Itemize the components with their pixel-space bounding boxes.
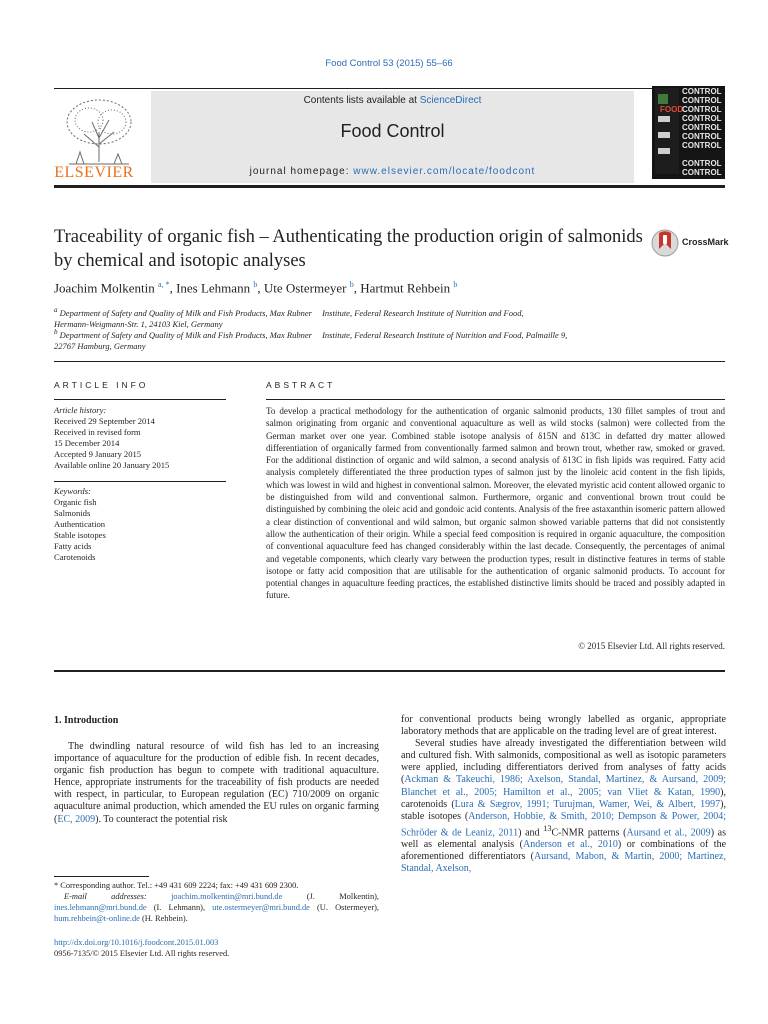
header-rule [54,88,725,89]
citation-link[interactable]: Ackman & Takeuchi, 1986; Axelson, Standal, Martinez, & Aursand, 2009; Blanchet et al., 2005; Hamilton et al., 2005; van Vliet & Katan, 1990 [401,774,726,798]
paragraph-text: ), carotenoids ( [401,786,726,810]
abstract-rule [266,399,725,400]
body-paragraph [54,741,379,826]
cover-block [658,116,670,122]
sciencedirect-link[interactable]: ScienceDirect [419,95,482,106]
keywords-rule [54,481,226,482]
paragraph-text: The dwindling natural resource of wild fish has led to an increasing importance of aquaculture for the production of edible fish. In recent decades, organic fish production has begun to compete with traditional aquaculture. Hence, appropriate instruments for the traceability of fish products are needed with respect, in particular, to European regulation (EC) 710/2009 on organic aquaculture animal production, which amended the EU rules on organic farming ( [54,741,379,825]
crossmark-icon[interactable] [651,229,679,257]
affiliation-b [54,327,734,352]
author-affiliation-mark[interactable]: b [253,280,258,289]
keyword: Salmonids [54,508,91,518]
cover-word: CONTROL [682,96,722,105]
cover-word: CONTROL [682,141,722,150]
author-separator: , [169,280,177,296]
journal-homepage-line [151,166,634,177]
superscript: 13 [543,823,552,833]
keyword: Authentication [54,519,106,529]
issn-copyright: 0956-7135/© 2015 Elsevier Ltd. All rights reserved. [54,949,230,958]
body-paragraph [401,738,726,875]
paragraph-text: Several studies have already investigated the differentiation between wild and cultured fish. With salmonids, compositional as well as isotopic parameters were applied, including differentiators derived from analyses of fatty acids ( [401,738,726,786]
section-divider [54,361,725,362]
email-link[interactable]: ute.ostermeyer@mri.bund.de [212,903,310,912]
history-label: Article history: [54,405,107,415]
introduction-heading: 1. Introduction [54,715,119,726]
history-item: Received 29 September 2014 [54,416,155,426]
header-rule-thick [54,185,725,188]
article-title: Traceability of organic fish – Authenticating the production origin of salmonids by chemical and isotopic analyses [54,227,643,271]
cover-word: CONTROL [682,132,722,141]
cover-word: CONTROL [682,168,722,177]
history-item: Available online 20 January 2015 [54,460,170,470]
cover-word: CONTROL [682,87,722,96]
author-separator: , [257,280,264,296]
paragraph-text: ). To counteract the potential risk [95,813,228,825]
corresponding-author-note: * Corresponding author. Tel.: +49 431 609 2224; fax: +49 431 609 2300. [54,881,299,890]
keyword: Organic fish [54,497,97,507]
footnote-rule [54,876,149,877]
affiliation-text: Department of Safety and Quality of Milk and Fish Products, Max Rubner [59,329,312,340]
journal-cover-thumbnail[interactable] [652,86,725,179]
keyword: Carotenoids [54,552,96,562]
body-column-right [401,714,726,876]
email-owner: (U. Ostermeyer), [317,903,380,912]
author-list [54,280,457,296]
cover-accent [658,94,668,104]
citation-link[interactable]: Anderson, Hobbie, & Smith, 2010; Dempson & Power, 2004; Schröder & de Leaniz, 2011 [401,810,726,839]
abstract-bottom-rule [54,670,725,672]
contents-line [151,95,634,106]
abstract-text: To develop a practical methodology for the authentication of organic salmonid products, 130 fillet samples of trout and salmon originating from organic and conventional aquaculture as well as wild stocks (salmon) were collected from the German market over one year. Combined stable isotope analysis of δ15N and δ13C in defatted dry matter allowed differentiation of organically farmed from conventionally farmed salmon and brown trout, whether raw, smoked or graved. For the additional distinction of organic and wild salmon, a second analysis of δ13C in fish lipids was required. Fatty acid analysis completely differentiated the three production types of salmon just by the linoleic acid content in the fish lipids, which was lowest in wild and highest in conventional salmon. Moreover, the elevated myristic acid content allowed organic to be distinguished from wild and conventional salmon. Furthermore, organic and conventional brown trout could be distinguished by combining the oleic acid and gondoic acid contents. Analysis of the free astaxanthin isomeric pattern allowed a clear distinction of conventional and wild salmon, but organic salmon showed variable patterns that did not consistently allow the authentication of their origin. While a special feed composition is required in organic aquaculture, the composition of conventional aquaculture feed has changed considerably within the last decade. Consequently, the percentages of animal and vegetable components, which clearly vary between the production types, result in distinctive features in terms of stable isotope or fatty acid composition that are utilisable for the authentication of organic salmonid products. To account for potential changes in aquaculture feeding practices, the established distinctive limits should be traced and possibly adapted in future. [266,406,725,601]
history-item: Accepted 9 January 2015 [54,449,142,459]
paragraph-text: ) or combinations of the aforementioned differentiators ( [401,839,727,863]
citation-link[interactable]: Aursand et al., 2009 [626,827,711,839]
author-name[interactable]: Joachim Molkentin [54,280,155,296]
email-owner: (H. Rehbein). [141,914,188,923]
keyword: Stable isotopes [54,530,106,540]
publisher-logo-text: ELSEVIER [54,164,134,181]
article-info-rule [54,399,226,400]
journal-homepage-link[interactable]: www.elsevier.com/locate/foodcont [353,166,536,177]
email-link[interactable]: hum.rehbein@t-online.de [54,914,140,923]
affiliation-text: Department of Safety and Quality of Milk and Fish Products, Max Rubner [59,307,312,318]
author-name[interactable]: Ines Lehmann [176,280,251,296]
affiliation-text: Institute, Federal Research Institute of Nutrition and Food, Palmaille 9, [322,329,568,340]
paragraph-text: ) and [518,827,544,839]
keyword: Fatty acids [54,541,92,551]
affiliation-address: Hermann-Weigmann-Str. 1, 24103 Kiel, Germany [54,318,223,329]
author-affiliation-mark[interactable]: b [349,280,354,289]
crossmark-label[interactable]: CrossMark [682,237,729,247]
author-separator: , [353,280,361,296]
keywords-label: Keywords: [54,486,91,496]
affiliation-text: Institute, Federal Research Institute of Nutrition and Food, [322,307,524,318]
doi-link[interactable]: http://dx.doi.org/10.1016/j.foodcont.2015.01.003 [54,938,219,947]
email-owner: (J. Molkentin), [306,892,380,901]
history-item: Received in revised form [54,427,141,437]
paragraph-text: C-NMR patterns ( [551,827,627,839]
email-link[interactable]: joachim.molkentin@mri.bund.de [171,892,283,901]
author-name[interactable]: Hartmut Rehbein [360,280,451,296]
cover-block [658,148,670,154]
paragraph-text: ) as well as elemental analysis ( [401,827,726,851]
contents-prefix: Contents lists available at [303,95,420,106]
cover-word: FOOD [660,105,684,114]
body-column-left [54,741,379,826]
journal-title: Food Control [340,121,445,141]
cover-block [658,132,670,138]
email-owner: (I. Lehmann), [153,903,206,912]
article-history [54,405,169,471]
affiliation-mark: b [54,328,58,336]
history-item: 15 December 2014 [54,438,120,448]
abstract-heading: ABSTRACT [266,380,336,390]
email-label: E-mail addresses: [64,892,147,901]
cover-word: CONTROL [682,159,722,168]
email-link[interactable]: ines.lehmann@mri.bund.de [54,903,147,912]
paragraph-text: ), stable isotopes ( [401,798,726,822]
citation-link[interactable]: EC, 2009 [57,813,96,825]
author-affiliation-mark[interactable]: b [453,280,458,289]
article-info-heading: ARTICLE INFO [54,380,149,390]
email-addresses [54,891,379,924]
citation-link[interactable]: Aursand, Mabon, & Martin, 2000; Martinez, Standal, Axelson, [401,851,726,875]
abstract-copyright: © 2015 Elsevier Ltd. All rights reserved. [578,641,725,651]
affiliation-mark: a [54,306,58,314]
author-affiliation-mark[interactable]: a, * [158,280,170,289]
body-paragraph: for conventional products being wrongly labelled as organic, appropriate laboratory methods that are applicable on the trading level are of great interest. [401,714,726,738]
homepage-prefix: journal homepage: [249,166,354,177]
citation-link[interactable]: Anderson et al., 2010 [523,839,618,851]
affiliation-address: 22767 Hamburg, Germany [54,340,146,351]
cover-word: CONTROL [682,114,722,123]
keywords-list [54,486,106,563]
author-name[interactable]: Ute Ostermeyer [263,280,347,296]
cover-word: CONTROL [682,105,722,114]
citation-link[interactable]: Lura & Sægrov, 1991; Turujman, Wamer, Wei, & Albert, 1997 [454,798,721,810]
journal-citation[interactable]: Food Control 53 (2015) 55–66 [325,58,453,69]
cover-word: CONTROL [682,123,722,132]
